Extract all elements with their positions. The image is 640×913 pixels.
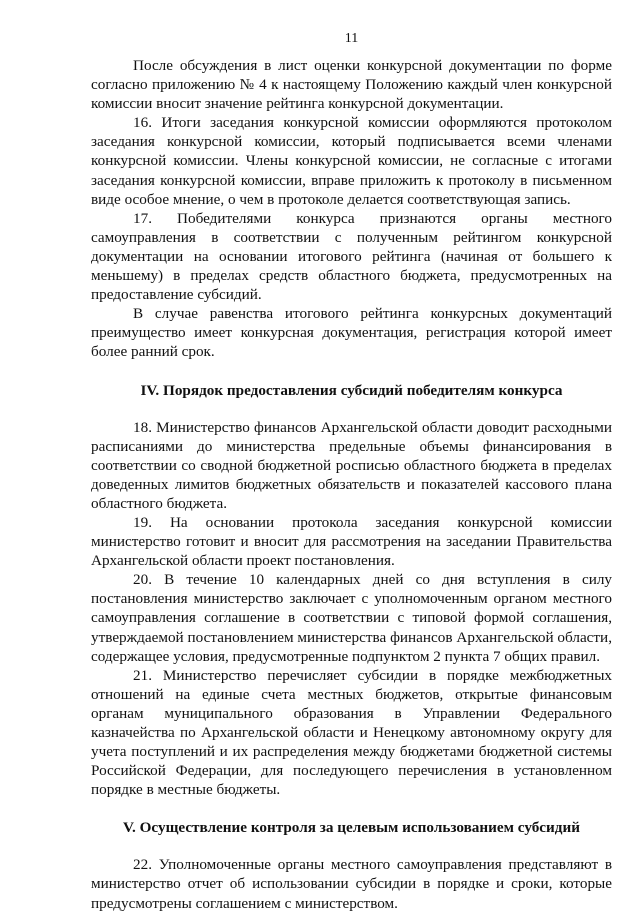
section-heading-iv: IV. Порядок предоставления субсидий победителям конкурса xyxy=(140,381,563,399)
paragraph-evaluation-sheet: После обсуждения в лист оценки конкурсной документации по форме согласно приложению № 4 к настоящему Положению каждый член конкурсной комиссии вносит значение рейтинга конкурсной документации. xyxy=(91,57,612,113)
paragraph-16: 16. Итоги заседания конкурсной комиссии оформляются протоколом заседания конкурсной комиссии, который подписывается всеми членами конкурсной комиссии. Члены конкурсной комиссии, не согласные с итогами заседания конкурсной комиссии, вправе приложить к протоколу в письменном виде особое мнение, о чем в протоколе делается соответствующая запись. xyxy=(91,114,612,208)
document-page xyxy=(91,30,612,913)
paragraph-19: 19. На основании протокола заседания конкурсной комиссии министерство готовит и вносит для рассмотрения на заседании Правительства Архангельской области проект постановления. xyxy=(91,513,612,570)
paragraph-20: 20. В течение 10 календарных дней со дня вступления в силу постановления министерство заключает с уполномоченным органом местного самоуправления соглашение в соответствии с типовой формой соглашения, утверждаемой постановлением министерства финансов Архангельской области, содержащее условия, предусмотренные подпунктом 2 пункта 7 общих правил. xyxy=(91,571,612,665)
paragraph-18: 18. Министерство финансов Архангельской области доводит расходными расписаниями до министерства предельные объемы финансирования в соответствии со сводной бюджетной росписью областного бюджета в пределах доведенных лимитов бюджетных обязательств и показателей кассового плана областного бюджета. xyxy=(91,418,612,512)
page-number: 11 xyxy=(344,31,359,46)
paragraph-22: 22. Уполномоченные органы местного самоуправления представляют в министерство отчет об использовании субсидии в порядке и сроки, которые предусмотрены соглашением с министерством. xyxy=(91,856,612,912)
section-heading-v: V. Осуществление контроля за целевым использованием субсидий xyxy=(123,819,580,837)
paragraph-17: 17. Победителями конкурса признаются органы местного самоуправления в соответствии с полученным рейтингом конкурсной документации на основании итогового рейтинга (начиная от большего к меньшему) в пределах средств областного бюджета, предусмотренных на предоставление субсидий. xyxy=(91,209,612,304)
paragraph-21: 21. Министерство перечисляет субсидии в порядке межбюджетных отношений на единые счета местных бюджетов, открытые финансовым органам муниципального образования в Управлении Федерального казначейства по Архангельской области и Ненецкому автономному округу для учета поступлений и их распределения между бюджетами бюджетной системы Российской Федерации, для последующего перечисления в установленном порядке в местные бюджеты. xyxy=(91,666,612,799)
paragraph-equal-rating: В случае равенства итогового рейтинга конкурсных документаций преимущество имеет конкурсная документация, регистрация которой имеет более ранний срок. xyxy=(91,305,612,361)
